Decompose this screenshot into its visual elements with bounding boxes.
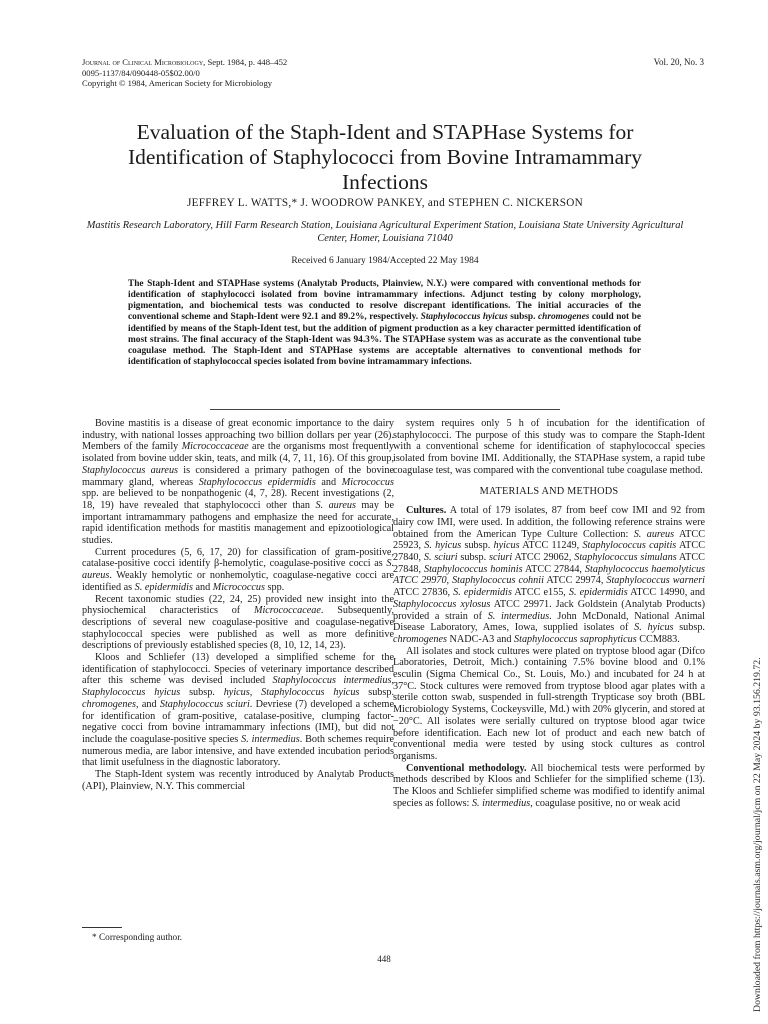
italic-term: S. aureus <box>315 499 356 511</box>
italic-term: S. intermedius <box>471 797 531 809</box>
body-paragraph: system requires only 5 h of incubation for the identification of staphylococci. The purpose of this study was to compare the Staph-Ident with a conventional scheme for identification of staphylococcal species isolated from bovine IMI. Additionally, the STAPHase system, a rapid tube coagulase test, was compared with the conventional tube coagulase method. <box>393 418 705 476</box>
text-run: ATCC 27848, <box>393 552 705 575</box>
italic-term: hyicus <box>493 540 520 552</box>
italic-term: Staphylococcus hyicus <box>261 687 360 699</box>
body-paragraph <box>82 594 394 653</box>
journal-citation: , Sept. 1984, p. 448–452 <box>203 57 288 67</box>
text-run: ATCC 29971. Jack Goldstein (Analytab Products) provided a strain of <box>393 598 705 622</box>
body-paragraph <box>393 763 705 810</box>
copyright-line: Copyright © 1984, American Society for Microbiology <box>82 78 273 89</box>
author-list: JEFFREY L. WATTS,* J. WOODROW PANKEY, and STEPHEN C. NICKERSON <box>186 197 584 209</box>
text-run: . Subsequently, descriptions of several new coagulase-positive and coagulase-negative staphylococcal species were published as well as more definitive descriptions of previously established species (8, 10, 12, 14, 23). <box>82 605 394 652</box>
text-run: ATCC 29974, <box>543 575 607 587</box>
section-heading: MATERIALS AND METHODS <box>479 485 619 497</box>
italic-term: S. intermedius <box>241 733 300 745</box>
text-run: may be important intramammary pathogens and emphasize the need for accurate, rapid identification methods for mastitis management and epizootiological studies. <box>82 499 394 547</box>
text-run: subsp. <box>461 540 494 552</box>
abstract-text: subsp. <box>507 312 538 323</box>
text-run: and <box>315 476 342 488</box>
text-run: Recent taxonomic studies (22, 24, 25) provided new insight into the physiochemical characteristics of <box>82 593 394 617</box>
italic-term: Staphylococcus simulans <box>574 552 677 564</box>
body-paragraph: The Staph-Ident system was recently introduced by Analytab Products (API), Plainview, N.Y. This commercial <box>82 769 394 792</box>
received-dates: Received 6 January 1984/Accepted 22 May 1984 <box>291 256 479 266</box>
text-run: subsp. <box>180 687 224 699</box>
text-run: ATCC 25923, <box>393 528 705 552</box>
abstract-divider <box>210 409 560 410</box>
italic-term: Micrococcus <box>212 581 265 593</box>
italic-term: Staphylococcus hyicus <box>82 687 181 699</box>
text-run: are the organisms most frequently isolated from bovine udder skin, teats, and milk (4, 7, 11, 16). Of this group, <box>82 441 394 465</box>
text-run: , <box>249 687 262 699</box>
italic-term: Staphylococcus haemolyticus ATCC 29970, Staphylococcus cohnii <box>393 563 705 587</box>
body-paragraph <box>82 547 394 594</box>
left-column <box>82 418 394 793</box>
text-run: ATCC 11249, <box>519 540 583 552</box>
italic-term: S. hyicus <box>634 622 674 634</box>
text-run: NADC-A3 and <box>446 633 515 645</box>
abstract-text: Staphylococcus hyicus <box>420 312 508 323</box>
abstract-text: chromogenes <box>537 312 590 323</box>
italic-term: S. epidermidis <box>568 587 628 599</box>
italic-term: Staphylococcus capitis <box>582 540 677 552</box>
italic-term: chromogenes <box>82 698 136 710</box>
text-run: is considered a primary pathogen of the bovine mammary gland, whereas <box>82 464 394 488</box>
text-run: and <box>192 581 213 593</box>
page-number: 448 <box>377 954 391 964</box>
italic-term: Staphylococcus warneri <box>606 575 705 587</box>
download-notice: Downloaded from https://journals.asm.org/journal/jcm on 22 May 2024 by 93.156.219.72. <box>752 657 763 1012</box>
italic-term: Micrococcaceae <box>181 441 249 453</box>
text-run: spp. <box>264 581 285 593</box>
text-run: , <box>391 675 394 687</box>
issn-line: 0095-1137/84/090448-05$02.00/0 <box>82 67 200 78</box>
author-affiliation: Mastitis Research Laboratory, Hill Farm Research Station, Louisiana Agricultural Experiment Station, Louisiana State University Agricultural Center, Homer, Louisiana 71040 <box>86 220 684 244</box>
volume-label: Vol. 20, No. 3 <box>653 57 704 67</box>
text-run: subsp. <box>457 552 489 564</box>
body-paragraph <box>393 505 705 645</box>
text-run: subsp. <box>359 687 394 699</box>
italic-term: S. hyicus <box>424 540 462 552</box>
text-run: ATCC 14990, and <box>627 587 706 599</box>
italic-term: S. aureus <box>82 558 394 582</box>
footnote: * Corresponding author. <box>92 933 183 943</box>
text-run: . Devriese (7) developed a scheme for identification of gram-positive, catalase-positive, clumping factor-negative cocci from bovine intramammary infections (IMI), but did not include the coagulase-positive species <box>82 698 394 745</box>
italic-term: S. sciuri <box>423 552 458 564</box>
text-run: Bovine mastitis is a disease of great economic importance to the dairy industry, with national losses approaching two billion dollars per year (26). Members of the family <box>82 418 394 453</box>
text-run: , coagulase positive, no or weak acid <box>530 797 681 809</box>
italic-term: Staphylococcus aureus <box>82 464 179 476</box>
text-run: ATCC 27836, <box>393 587 454 599</box>
body-paragraph: All isolates and stock cultures were plated on tryptose blood agar (Difco Laboratories, Detroit, Mich.) containing 7.5% bovine blood and 0.1% esculin (Sigma Chemical Co., St. Louis, Mo.) and incubated for 24 h at 37°C. Stock cultures were removed from tryptose blood agar plates with a sterile cotton swab, suspended in full-strength Trypticase soy broth (BBL Microbiology Systems, Cockeysville, Md.) with 20% glycerin, and stored at −20°C. All isolates were serially cultured on tryptose blood agar twice before identification. Each new lot of product and each new batch of conventional media were tested by using stock cultures as control organisms. <box>393 645 705 762</box>
text-run: . Both schemes require numerous media, are labor intensive, and have extended incubation periods that limit usefulness in the diagnostic laboratory. <box>82 733 394 769</box>
italic-term: Staphylococcus epidermidis <box>198 476 316 488</box>
text-run: All biochemical tests were performed by methods described by Kloos and Schliefer for the simplified scheme (13). The Kloos and Schliefer simplified scheme was modified to identify animal species as follows: <box>393 762 705 809</box>
text-run: ATCC e155, <box>511 587 569 599</box>
italic-term: Staphylococcus xylosus <box>393 598 491 610</box>
paragraph-heading: Cultures. <box>406 505 447 517</box>
text-run: ATCC 27844, <box>522 563 585 575</box>
text-run: . Weakly hemolytic or nonhemolytic, coagulase-negative cocci are identified as <box>82 570 394 593</box>
text-run: subsp. <box>673 622 705 634</box>
italic-term: S. epidermidis <box>134 581 193 593</box>
journal-name: Journal of Clinical Microbiology <box>82 57 204 67</box>
text-run: CCM883. <box>636 633 680 645</box>
text-run: Current procedures (5, 6, 17, 20) for classification of gram-positive, catalase-positive cocci identify β-hemolytic, coagulase-positive cocci as <box>82 546 394 570</box>
abstract <box>128 279 641 368</box>
text-run: A total of 179 isolates, 87 from beef cow IMI and 92 from dairy cow IMI, were used. In addition, the following reference strains were obtained from the American Type Culture Collection: <box>393 505 705 540</box>
italic-term: Staphylococcus intermedius <box>272 675 392 687</box>
italic-term: Micrococcus <box>341 476 394 488</box>
article-title: Evaluation of the Staph-Ident and STAPHase Systems for Identification of Staphylococci from Bovine Intramammary Infections <box>127 120 643 194</box>
footnote-divider <box>82 927 122 928</box>
text-run: ATCC 27840, <box>393 540 705 564</box>
right-column <box>393 418 705 810</box>
text-run: . John McDonald, National Animal Disease Laboratory, Ames, Iowa, supplied isolates of <box>393 610 706 634</box>
body-paragraph <box>82 418 394 547</box>
italic-term: Staphylococcus saprophyticus <box>514 633 637 645</box>
text-run: , and <box>135 698 160 710</box>
paragraph-text <box>393 505 705 645</box>
italic-term: S. intermedius <box>487 610 550 622</box>
italic-term: S. aureus <box>633 528 675 540</box>
body-paragraph <box>82 652 394 769</box>
abstract-text: could not be identified by means of the Staph-Ident test, but the addition of pigment production as a key character permitted identification of most strains. The final accuracy of the Staph-Ident was 94.3%. The STAPHase system was as accurate as the conventional tube coagulase method. The Staph-Ident and STAPHase systems are acceptable alternatives to conventional methods for identification of staphylococcal species isolated from bovine intramammary infections. <box>128 312 642 368</box>
abstract-text: The Staph-Ident and STAPHase systems (Analytab Products, Plainview, N.Y.) were compared with conventional methods for identification of staphylococci isolated from bovine intramammary infections. Adjunct testing by colony morphology, pigmentation, and biochemical tests was conducted to resolve discrepant identifications. The initial accuracies of the conventional scheme and Staph-Ident were 92.1 and 89.2%, respectively. <box>128 279 641 323</box>
text-run: Kloos and Schliefer (13) developed a simplified scheme for the identification of staphylococci. Species of veterinary importance described after this scheme was devised included <box>82 652 394 687</box>
paragraph-heading: Conventional methodology. <box>406 762 527 774</box>
italic-term: S. epidermidis <box>453 587 512 599</box>
italic-term: Staphylococcus sciuri <box>159 698 250 710</box>
text-run: ATCC 29062, <box>512 552 575 564</box>
italic-term: Staphylococcus hominis <box>423 563 523 575</box>
italic-term: chromogenes <box>393 633 447 645</box>
italic-term: sciuri <box>488 552 513 564</box>
journal-citation-line <box>82 57 502 68</box>
journal-header <box>82 57 502 89</box>
text-run: spp. are believed to be nonpathogenic (4, 7, 28). Recent investigations (2, 18, 19) have revealed that staphylococci other than <box>82 488 394 511</box>
italic-term: hyicus <box>223 687 250 699</box>
italic-term: Micrococcaceae <box>253 605 321 617</box>
